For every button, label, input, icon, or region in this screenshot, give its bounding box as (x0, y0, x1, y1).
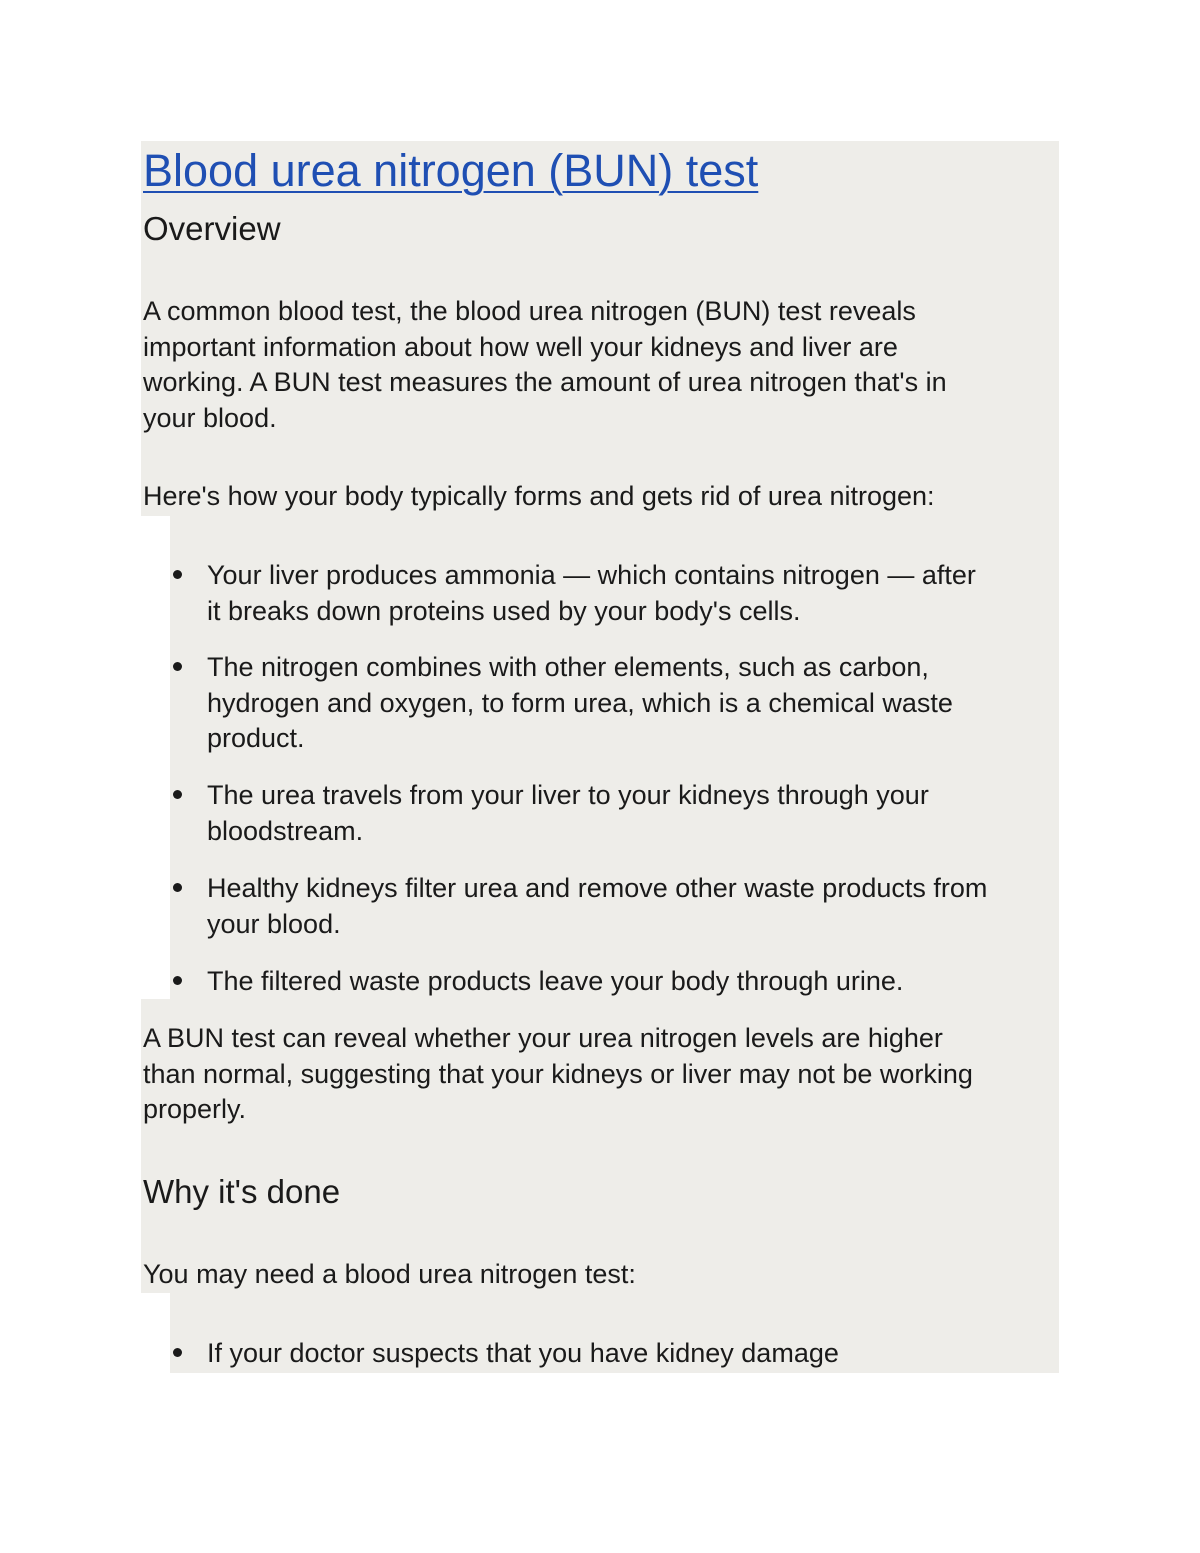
paragraph-line: working. A BUN test measures the amount of urea nitrogen that's in (143, 367, 947, 397)
list-item-text (207, 1336, 839, 1372)
list-item-line: your blood. (207, 908, 341, 939)
list-item-text (207, 778, 929, 849)
list-item-line: bloodstream. (207, 815, 364, 846)
page-title-link[interactable]: Blood urea nitrogen (BUN) test (143, 145, 759, 196)
list-item-line: The urea travels from your liver to your kidneys through your (207, 780, 929, 810)
overview-intro: Here's how your body typically forms and gets rid of urea nitrogen: (143, 481, 935, 511)
section-heading-why: Why it's done (143, 1173, 341, 1210)
paragraph-line: than normal, suggesting that your kidneys or liver may not be working (143, 1058, 973, 1089)
list-item-line: Your liver produces ammonia — which contains nitrogen — after (207, 560, 976, 590)
list-item-line: If your doctor suspects that you have kidney damage (207, 1338, 839, 1368)
list-item-text (207, 650, 953, 757)
list-item-line: The filtered waste products leave your body through urine. (207, 966, 904, 996)
bullet-icon (173, 570, 182, 579)
overview-conclusion (143, 1021, 1055, 1128)
bullet-icon (173, 790, 182, 799)
list-item-text (207, 964, 903, 1000)
paragraph-line: A BUN test can reveal whether your urea nitrogen levels are higher (143, 1023, 943, 1053)
list-item-line: Healthy kidneys filter urea and remove other waste products from (207, 873, 988, 903)
paragraph-line: A common blood test, the blood urea nitrogen (BUN) test reveals (143, 296, 916, 326)
list-item-text (207, 558, 976, 629)
bullet-icon (173, 883, 182, 892)
overview-paragraph (143, 294, 1055, 436)
list-item-line: product. (207, 723, 305, 753)
why-intro: You may need a blood urea nitrogen test: (143, 1259, 636, 1289)
list-item-line: The nitrogen combines with other elements, such as carbon, (207, 652, 929, 682)
paragraph-line: your blood. (143, 402, 277, 433)
list-item-text (207, 871, 987, 942)
list-item-line: it breaks down proteins used by your body's cells. (207, 595, 801, 626)
list-item-line: hydrogen and oxygen, to form urea, which is a chemical waste (207, 687, 953, 718)
bullet-icon (173, 976, 182, 985)
bullet-icon (173, 662, 182, 671)
section-heading-overview: Overview (143, 210, 281, 247)
paragraph-line: important information about how well your kidneys and liver are (143, 331, 898, 362)
paragraph-line: properly. (143, 1094, 247, 1124)
bullet-icon (173, 1348, 182, 1357)
